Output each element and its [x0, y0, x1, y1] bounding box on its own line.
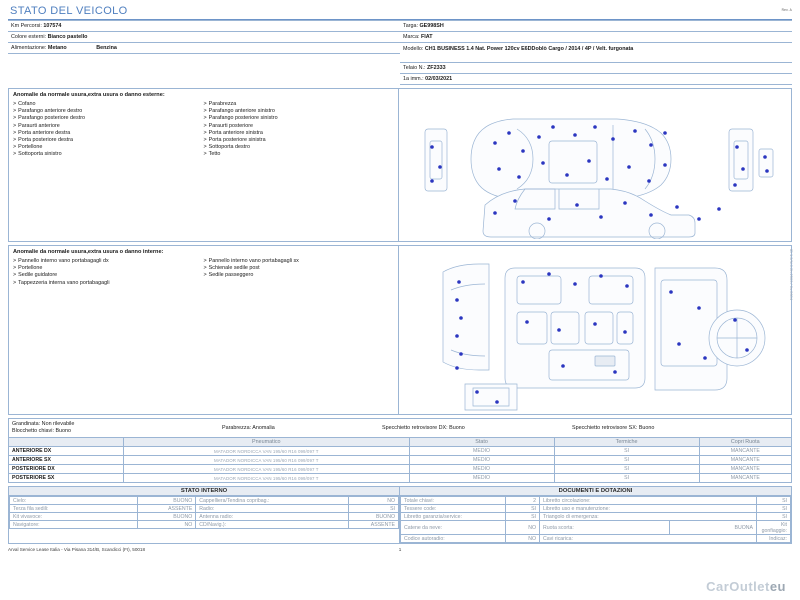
kv-key: Triangolo di emergenza:: [540, 513, 757, 521]
list-item: [13, 101, 204, 108]
info-row: [8, 43, 400, 54]
list-item: [13, 115, 204, 122]
km-label: Km Percorsi:: [11, 22, 42, 29]
external-damage-columns: [13, 101, 394, 159]
tyre-position: POSTERIORE DX: [9, 465, 124, 474]
bullet-icon: >: [13, 272, 17, 279]
list-item-label: Paraurti anteriore: [18, 122, 60, 129]
vehicle-info-left: [8, 20, 400, 85]
table-row: [401, 513, 791, 521]
documents-title: DOCUMENTI E DOTAZIONI: [400, 487, 791, 496]
list-item-label: Sottoporta sinistro: [18, 151, 62, 158]
info-row: [400, 63, 792, 74]
make-label: Marca:: [403, 33, 420, 40]
tyre-termiche: SI: [554, 465, 699, 474]
kv-value: SI: [757, 505, 791, 513]
external-damage-col-1: [13, 101, 204, 159]
list-item: [13, 108, 204, 115]
table-row: [9, 474, 792, 483]
bullet-icon: >: [203, 115, 207, 122]
bullet-icon: >: [13, 129, 17, 136]
internal-damage-col-2: [204, 258, 395, 287]
fuel-value: Metano: [47, 44, 67, 51]
interior-status-title: STATO INTERNO: [9, 487, 399, 496]
list-item-label: Cofano: [18, 101, 36, 107]
list-item: [204, 130, 395, 137]
kv-value: NO: [348, 497, 398, 505]
first-reg-label: 1a imm.:: [403, 75, 424, 82]
bullet-icon: >: [13, 258, 17, 264]
list-item: [204, 144, 395, 151]
list-item: [204, 151, 395, 158]
table-row: [9, 447, 792, 456]
list-item: [204, 272, 395, 279]
fuel-value-secondary: Benzina: [96, 44, 117, 51]
list-item: [13, 258, 196, 265]
plate-label: Targa:: [403, 22, 418, 29]
kv-value: SI: [757, 497, 791, 505]
fuel-label: Alimentazione:: [11, 44, 47, 51]
exterior-damage-diagram: [399, 89, 785, 239]
table-row: [10, 497, 399, 505]
info-row: [400, 20, 792, 32]
internal-damage-heading: Anomalie da normale usura,extra usura o danno interne:: [13, 249, 164, 255]
tyre-description: MATADOR NORDICCA VAN 195/60 R16 099/097 T: [124, 447, 410, 456]
tyre-position: ANTERIORE SX: [9, 456, 124, 465]
kv-value: ASSENTE: [348, 521, 398, 529]
tyre-copriruota: MANCANTE: [699, 465, 791, 474]
kv-key: Navigatore:: [10, 521, 138, 529]
list-item-label: Parafango posteriore sinistro: [208, 115, 278, 122]
interior-status-table: [9, 496, 399, 529]
list-item: [204, 265, 395, 272]
kv-key: Terza fila sedili:: [10, 505, 138, 513]
bullet-icon: >: [13, 279, 17, 286]
list-item: [204, 108, 395, 115]
bullet-icon: >: [13, 101, 17, 107]
kv-value: BUONO: [138, 497, 196, 505]
col-position: [9, 438, 124, 447]
external-damage-col-2: [204, 101, 395, 159]
bottom-panels: [8, 486, 792, 544]
kv-key: Cielo:: [10, 497, 138, 505]
kv-value: SI: [506, 505, 540, 513]
kv-key: Catene da neve:: [401, 521, 506, 535]
list-item-label: Sottoporta destro: [208, 144, 251, 151]
footer-right: [415, 547, 792, 552]
watermark: [706, 579, 786, 594]
make-value: FIAT: [420, 33, 433, 40]
list-item: [204, 258, 387, 265]
tyre-stato: MEDIO: [409, 456, 554, 465]
chassis-label: Telaio N.:: [403, 64, 426, 71]
list-item: [13, 151, 204, 158]
list-item: [13, 280, 196, 287]
table-row: [401, 521, 791, 535]
hail-label: Grandinata:: [12, 420, 41, 427]
list-item-label: Sedile guidatore: [18, 272, 58, 279]
col-copriruota: Copri Ruota: [699, 438, 791, 447]
kv-value: SI: [506, 513, 540, 521]
tyre-stato: MEDIO: [409, 465, 554, 474]
list-item-label: Parafango anteriore destro: [18, 108, 83, 115]
kv-key: Radio:: [196, 505, 349, 513]
bullet-icon: >: [13, 151, 17, 158]
mirror-dx-label: Specchietto retrovisore DX:: [382, 425, 448, 431]
windshield-condition: [222, 425, 382, 431]
tyre-position: POSTERIORE SX: [9, 474, 124, 483]
table-row: [9, 456, 792, 465]
tyres-table: [8, 437, 792, 483]
kv-key: Totale chiavi:: [401, 497, 506, 505]
tyre-description: MATADOR NORDICCA VAN 195/60 R16 099/097 T: [124, 465, 410, 474]
table-row: [10, 521, 399, 529]
documents-table: [400, 496, 791, 543]
list-item-label: Paraurti posteriore: [208, 122, 254, 129]
info-row: [8, 20, 400, 32]
footer-company: Arval Service Lease Italia - Via Pisana 314/B, Scandicci (FI), 50018: [8, 547, 146, 552]
windshield-label: Parabrezza:: [222, 425, 252, 431]
table-row: [401, 505, 791, 513]
chassis-value: ZF2333: [426, 64, 446, 71]
external-damage-block: [8, 88, 792, 242]
list-item-label: Schienale sedile post: [208, 265, 260, 272]
internal-damage-columns: [13, 258, 394, 287]
list-item-label: Porta posteriore sinistra: [208, 137, 266, 144]
vehicle-info-right: [400, 20, 792, 85]
list-item: [204, 115, 395, 122]
document-page: [8, 0, 792, 600]
kv-key: Kit vivavoce:: [10, 513, 138, 521]
hail-value: Non rilevabile: [41, 420, 75, 427]
documents-panel: [400, 486, 792, 544]
col-stato: Stato: [409, 438, 554, 447]
model-value: CH1 BUSINESS 1.4 Nat. Power 120cv E6DDoblò Cargo / 2014 / 4P / Velt. furgonata: [424, 45, 634, 52]
bullet-icon: >: [203, 151, 207, 158]
windshield-value: Anomalia: [252, 425, 275, 431]
table-row: [10, 505, 399, 513]
internal-damage-block: [8, 245, 792, 415]
info-row: [400, 74, 792, 85]
interior-status-panel: [8, 486, 400, 544]
interior-damage-diagram: [399, 246, 785, 412]
kv-value: NO: [506, 535, 540, 543]
kv-value: ASSENTE: [138, 505, 196, 513]
list-item-label: Tetto: [208, 151, 221, 158]
revision-label: Rev. A: [781, 8, 792, 12]
tyre-termiche: SI: [554, 456, 699, 465]
tyre-stato: MEDIO: [409, 447, 554, 456]
kv-value: Indicaz:: [757, 535, 791, 543]
kv-value: BUONO: [138, 513, 196, 521]
list-item-label: Porta posteriore destra: [18, 137, 73, 144]
list-item: [13, 137, 204, 144]
info-row: [400, 43, 792, 63]
kv-key-secondary: Kit gonfiaggio:: [757, 521, 791, 535]
kv-value: SI: [757, 513, 791, 521]
watermark-text: CarOutlet: [706, 579, 770, 594]
tyre-position: ANTERIORE DX: [9, 447, 124, 456]
kv-key: Libretto uso e manutenzione:: [540, 505, 757, 513]
list-item-label: Porta anteriore destra: [18, 129, 71, 136]
internal-damage-list: [9, 246, 399, 414]
kv-key: Libretto garanzia/service:: [401, 513, 506, 521]
bullet-icon: >: [13, 115, 17, 122]
tyre-copriruota: MANCANTE: [699, 474, 791, 483]
bullet-icon: >: [203, 122, 207, 129]
bullet-icon: >: [13, 265, 17, 272]
list-item: [204, 137, 395, 144]
spacer: [8, 54, 400, 76]
list-item-label: Portellone: [18, 144, 43, 151]
kv-key: Codice autoradio:: [401, 535, 506, 543]
external-damage-heading: Anomalie da normale usura,extra usura o danno esterne:: [13, 92, 165, 98]
interior-diagram-area: [399, 246, 791, 414]
keys-label: Blocchetto chiavi:: [12, 428, 54, 434]
bullet-icon: >: [203, 101, 207, 107]
list-item-label: Parafango anteriore sinistro: [208, 108, 275, 115]
list-item: [13, 144, 204, 151]
table-header-row: [9, 438, 792, 447]
bullet-icon: >: [13, 137, 17, 144]
kv-value: BUONO: [348, 513, 398, 521]
info-row: [400, 32, 792, 43]
colour-label: Colore esterni:: [11, 33, 47, 40]
tyre-copriruota: MANCANTE: [699, 447, 791, 456]
col-tyre: Pneumatico: [124, 438, 410, 447]
hail-and-keys: [12, 421, 222, 436]
table-row: [401, 497, 791, 505]
kv-value: BUONA: [669, 521, 756, 535]
bullet-icon: >: [203, 258, 207, 264]
page-title: STATO DEL VEICOLO: [10, 5, 128, 17]
kv-key: Antenna radio:: [196, 513, 349, 521]
condition-summary-row: [8, 418, 792, 437]
bullet-icon: >: [13, 108, 17, 115]
list-item-label: Parabrezza: [208, 101, 237, 107]
kv-key: Cappelliera/Tendina copribag.:: [196, 497, 349, 505]
list-item-label: Tappezzeria interna vano portabagagli: [18, 279, 110, 286]
tyre-description: MATADOR NORDICCA VAN 195/60 R16 099/097 T: [124, 456, 410, 465]
list-item-label: Pannello interno vano portabagagli dx: [18, 258, 109, 264]
list-item-label: Portellone: [18, 265, 43, 272]
exterior-diagram-area: [399, 89, 791, 241]
vehicle-info-grid: [8, 20, 792, 85]
mirror-sx-label: Specchietto retrovisore SX:: [572, 425, 638, 431]
colour-value: Bianco pastello: [47, 33, 88, 40]
bullet-icon: >: [203, 265, 207, 272]
table-row: [401, 535, 791, 543]
table-row: [9, 465, 792, 474]
mirror-dx-value: Buono: [449, 425, 465, 431]
list-item-label: Porta anteriore sinistra: [208, 129, 263, 136]
table-row: [10, 513, 399, 521]
bullet-icon: >: [203, 144, 207, 151]
page-footer: [8, 547, 792, 552]
side-code-label: ID 1.2/N.0.2h.2503 / 0s.0604: [789, 248, 794, 300]
bullet-icon: >: [203, 137, 207, 144]
internal-damage-col-1: [13, 258, 204, 287]
kv-value: SI: [348, 505, 398, 513]
list-item: [13, 123, 204, 130]
list-item: [13, 130, 204, 137]
kv-key: Cavi ricarica:: [540, 535, 757, 543]
list-item: [204, 123, 395, 130]
bullet-icon: >: [13, 144, 17, 151]
mirror-sx-condition: [572, 425, 788, 431]
plate-value: GE998SH: [419, 22, 444, 29]
list-item: [13, 265, 204, 272]
watermark-suffix: eu: [769, 579, 786, 594]
tyre-termiche: SI: [554, 447, 699, 456]
kv-key: CD/Navig.):: [196, 521, 349, 529]
km-value: 107574: [43, 22, 62, 29]
model-label: Modello:: [403, 45, 424, 52]
tyre-copriruota: MANCANTE: [699, 456, 791, 465]
bullet-icon: >: [13, 122, 17, 129]
kv-value: NO: [138, 521, 196, 529]
kv-key: Libretto circolazione:: [540, 497, 757, 505]
kv-value: NO: [506, 521, 540, 535]
kv-key: Ruota scorta:: [540, 521, 670, 535]
tyre-termiche: SI: [554, 474, 699, 483]
list-item-label: Sedile passeggero: [208, 272, 254, 279]
list-item: [13, 272, 204, 279]
kv-value: 2: [506, 497, 540, 505]
col-termiche: Termiche: [554, 438, 699, 447]
bullet-icon: >: [203, 108, 207, 115]
info-row: [8, 32, 400, 43]
mirror-dx-condition: [382, 425, 572, 431]
bullet-icon: >: [203, 129, 207, 136]
kv-key: Tessere code:: [401, 505, 506, 513]
mirror-sx-value: Buono: [638, 425, 655, 431]
keys-value: Buono: [55, 428, 72, 434]
list-item: [204, 101, 395, 108]
first-reg-value: 02/03/2021: [425, 75, 453, 82]
tyre-stato: MEDIO: [409, 474, 554, 483]
list-item-label: Parafango posteriore destro: [18, 115, 85, 122]
footer-page-number: 1: [398, 547, 402, 552]
list-item-label: Pannello interno vano portabagagli sx: [208, 258, 299, 264]
tyre-description: MATADOR NORDICCA VAN 195/60 R16 099/097 T: [124, 474, 410, 483]
bullet-icon: >: [203, 272, 207, 279]
external-damage-list: [9, 89, 399, 241]
